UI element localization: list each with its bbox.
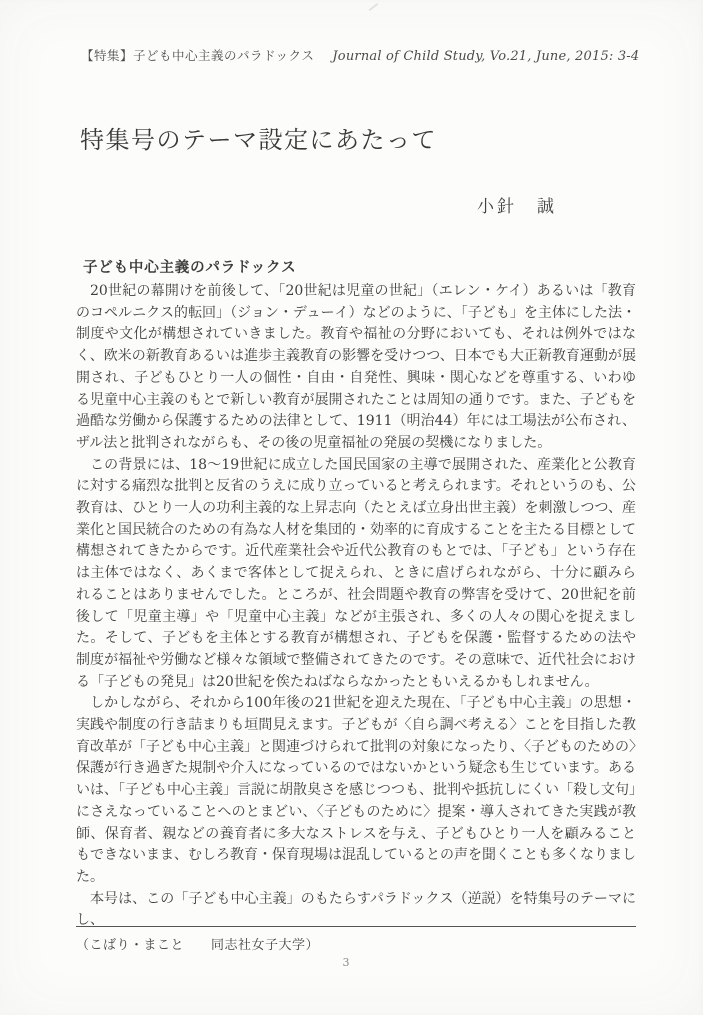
author-footnote: （こばり・まこと 同志社女子大学） — [76, 938, 320, 953]
body-paragraph: しかしながら、それから100年後の21世紀を迎えた現在、「子ども中心主義」の思想・実践や制度の行き詰まりも垣間見えます。子どもが〈自ら調べ考える〉ことを目指した教育改革が「子ども中心主義」と関連づけられて批判の対象になったり、〈子どものための〉保護が行き過ぎた規制や介入になっているのではないかという疑念も生じています。あるいは、「子ども中心主義」言説に胡散臭さを感じつつも、批判や抵抗しにくい「殺し文句」にさえなっていることへのとまどい、〈子どものために〉提案・導入されてきた実践が教師、保育者、親などの養育者に多大なストレスを与え、子どもひとり一人を顧みることもできないまま、むしろ教育・保育現場は混乱しているとの声を聞くことも多くなりました。 — [76, 695, 636, 885]
article-body — [76, 281, 636, 932]
journal-citation: Journal of Child Study, Vo.21, June, 2015: 3-4 — [332, 49, 640, 64]
author-name: 小針 誠 — [477, 197, 557, 217]
page-number: 3 — [342, 956, 350, 969]
running-header — [81, 46, 640, 64]
footnote-divider — [76, 926, 636, 927]
section-heading: 子ども中心主義のパラドックス — [83, 260, 297, 277]
feature-tag: 【特集】子ども中心主義のパラドックス — [81, 48, 315, 63]
scan-artifact-mark — [369, 3, 379, 11]
body-paragraph: この背景には、18〜19世紀に成立した国民国家の主導で展開された、産業化と公教育に対する痛烈な批判と反省のうえに成り立っていると考えられます。それというのも、公教育は、ひとり一人の功利主義的な上昇志向（たとえば立身出世主義）を刺激しつつ、産業化と国民統合のための有為な人材を集団的・効率的に育成することを主たる目標として構想されてきたからです。近代産業社会や近代公教育のもとでは、「子ども」という存在は主体ではなく、あくまで客体として捉えられ、ときに虐げられながら、十分に顧みられることはありませんでした。ところが、社会問題や教育の弊害を受けて、20世紀を前後して「児童主導」や「児童中心主義」などが主張され、多くの人々の関心を捉えました。そして、子どもを主体とする教育が構想され、子どもを保護・監督するための法や制度が福祉や労働など様々な領域で整備されてきたのです。その意味で、近代社会における「子どもの発見」は20世紀を俟たねばならなかったともいえるかもしれません。 — [76, 456, 636, 690]
body-paragraph: 20世紀の幕開けを前後して、「20世紀は児童の世紀」（エレン・ケイ）あるいは「教育のコペルニクス的転回」（ジョン・デューイ）などのように、「子ども」を主体にした法・制度や文化が構想されていきました。教育や福祉の分野においても、それは例外ではなく、欧米の新教育あるいは進歩主義教育の影響を受けつつ、日本でも大正新教育運動が展開され、子どもひとり一人の個性・自由・自発性、興味・関心などを尊重する、いわゆる児童中心主義のもとで新しい教育が展開されたことは周知の通りです。また、子どもを過酷な労働から保護するための法律として、1911（明治44）年には工場法が公布され、ザル法と批判されながらも、その後の児童福祉の発展の契機になりました。 — [76, 283, 636, 451]
article-title: 特集号のテーマ設定にあたって — [80, 126, 437, 155]
body-paragraph: 本号は、この「子ども中心主義」のもたらすパラドックス（逆説）を特集号のテーマにし、 — [76, 890, 636, 929]
